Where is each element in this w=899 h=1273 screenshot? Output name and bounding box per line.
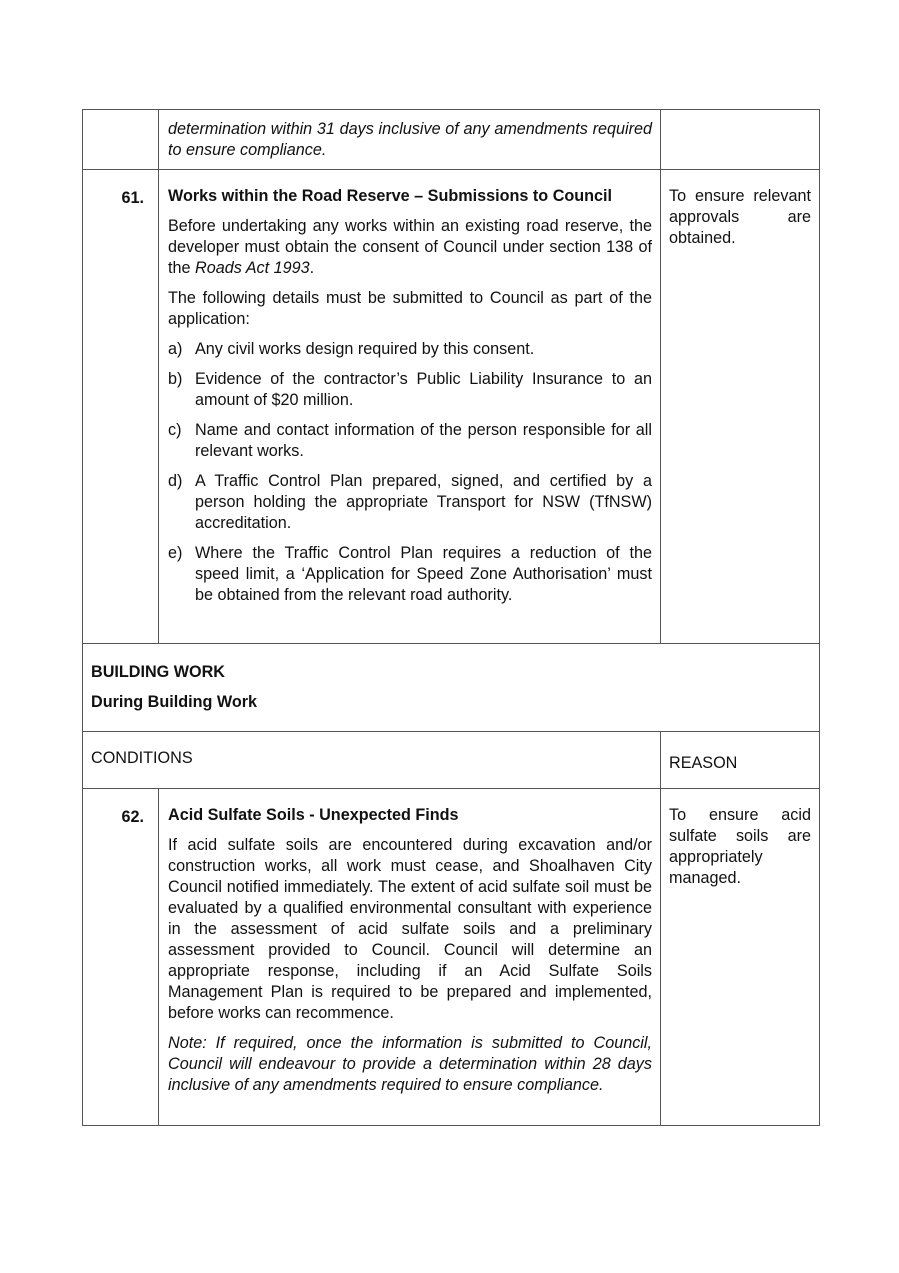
condition-note: Note: If required, once the information is submitted to Council, Council will endeavour to provide a determination within 28 days inclusive of any amendments required to ensure compliance. bbox=[168, 1034, 652, 1094]
list-marker: a) bbox=[168, 340, 183, 358]
section-subheading: During Building Work bbox=[91, 693, 258, 711]
list-item bbox=[168, 420, 652, 462]
condition-body-cell bbox=[159, 789, 661, 1126]
condition-row-61 bbox=[83, 170, 820, 644]
condition-row-continuation bbox=[83, 110, 820, 170]
condition-body-cell bbox=[159, 170, 661, 644]
list-marker: c) bbox=[168, 421, 182, 439]
list-marker: e) bbox=[168, 544, 183, 562]
list-text: Any civil works design required by this consent. bbox=[195, 340, 535, 358]
list-text: Evidence of the contractor’s Public Liability Insurance to an amount of $20 million. bbox=[195, 370, 652, 409]
condition-row-62 bbox=[83, 789, 820, 1126]
continued-note: determination within 31 days inclusive of any amendments required to ensure compliance. bbox=[168, 120, 652, 159]
list-item bbox=[168, 339, 652, 360]
condition-paragraph bbox=[168, 216, 652, 279]
condition-paragraph: If acid sulfate soils are encountered during excavation and/or construction works, all work must cease, and Shoalhaven City Council notified immediately. The extent of acid sulfate soil must be evaluated by a qualified environmental consultant with experience in the assessment of acid sulfate soils and a preliminary assessment provided to Council. Council will determine an appropriate response, including if an Acid Sulfate Soils Management Plan is required to be prepared and implemented, before works can recommence. bbox=[168, 836, 652, 1022]
condition-title: Acid Sulfate Soils - Unexpected Finds bbox=[168, 806, 459, 824]
condition-reason: To ensure relevant approvals are obtained. bbox=[669, 187, 811, 247]
condition-paragraph: The following details must be submitted to Council as part of the application: bbox=[168, 289, 652, 328]
list-item bbox=[168, 471, 652, 534]
act-name: Roads Act 1993 bbox=[195, 259, 310, 277]
condition-number-cell bbox=[83, 110, 159, 170]
list-item bbox=[168, 543, 652, 606]
condition-reason: To ensure acid sulfate soils are appropriately managed. bbox=[669, 806, 811, 887]
section-heading: BUILDING WORK bbox=[91, 663, 225, 681]
paragraph-text: Before undertaking any works within an existing road reserve, the developer must obtain the consent of Council under section 138 of the bbox=[168, 217, 652, 277]
condition-body-cell bbox=[159, 110, 661, 170]
list-text: A Traffic Control Plan prepared, signed, and certified by a person holding the appropriate Transport for NSW (TfNSW) accreditation. bbox=[195, 472, 652, 532]
condition-reason-cell bbox=[661, 110, 820, 170]
column-header-row bbox=[83, 732, 820, 789]
conditions-table bbox=[82, 109, 820, 1126]
condition-title: Works within the Road Reserve – Submissions to Council bbox=[168, 187, 613, 205]
conditions-header: CONDITIONS bbox=[83, 732, 661, 789]
condition-number: 61. bbox=[83, 170, 159, 644]
list-text: Where the Traffic Control Plan requires a reduction of the speed limit, a ‘Application for Speed Zone Authorisation’ must be obtained from the relevant road authority. bbox=[195, 544, 652, 604]
condition-reason-cell bbox=[661, 170, 820, 644]
paragraph-end: . bbox=[309, 259, 315, 277]
section-heading-row bbox=[83, 644, 820, 732]
list-item bbox=[168, 369, 652, 411]
section-heading-cell bbox=[83, 644, 820, 732]
list-text: Name and contact information of the person responsible for all relevant works. bbox=[195, 421, 652, 460]
condition-reason-cell bbox=[661, 789, 820, 1126]
condition-number: 62. bbox=[83, 789, 159, 1126]
list-marker: b) bbox=[168, 370, 183, 388]
list-marker: d) bbox=[168, 472, 183, 490]
reason-header: REASON bbox=[661, 732, 820, 789]
